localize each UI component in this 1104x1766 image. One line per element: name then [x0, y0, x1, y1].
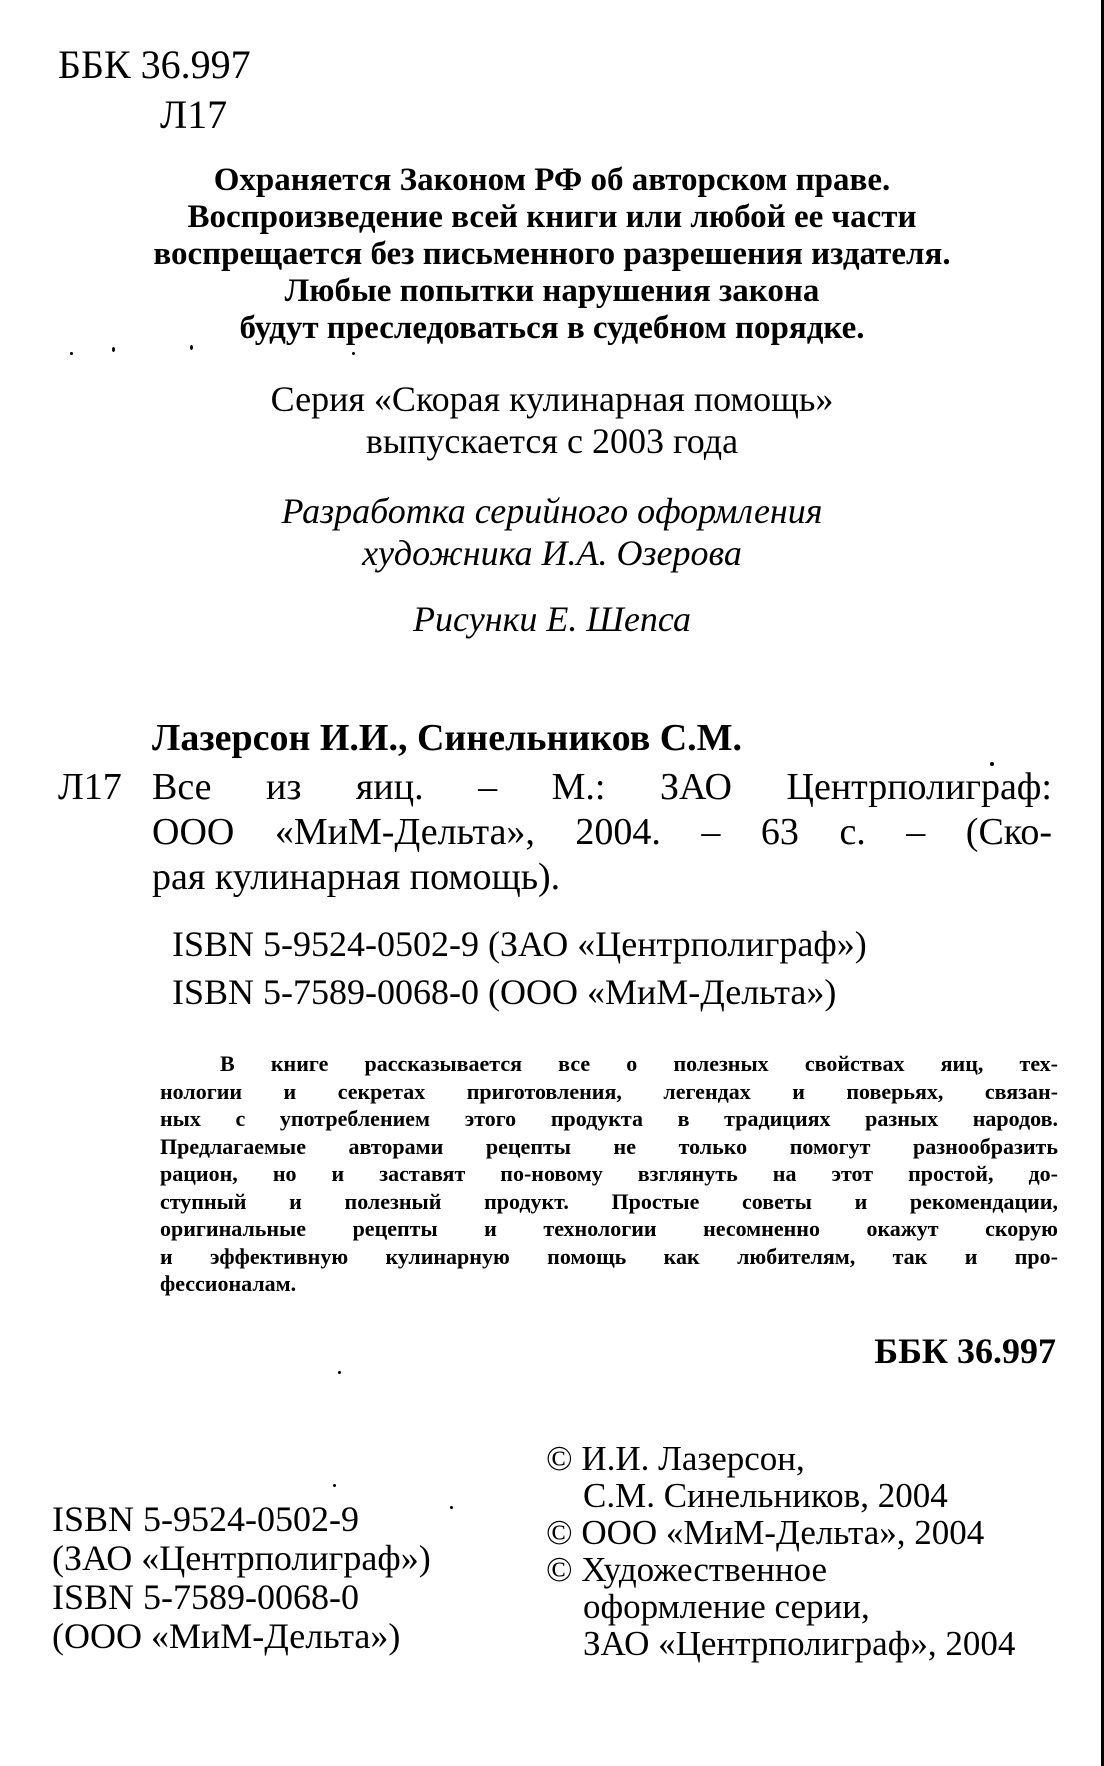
series-line: выпускается с 2003 года — [365, 421, 739, 461]
bibliographic-line: ООО «МиМ-Дельта», 2004. – 63 с. – (Ско- — [152, 811, 1052, 853]
series-info — [0, 378, 1104, 462]
annotation-line: и эффективную кулинарную помощь как любителям, так и про- — [160, 1243, 1058, 1269]
annotation-line: Предлагаемые авторами рецепты не только помогут разнообразить — [160, 1133, 1058, 1159]
copyright-holder-line: оформление серии, — [583, 1587, 870, 1626]
copyright-notice-line: Охраняется Законом РФ об авторском праве. — [213, 162, 891, 198]
copyright-notice — [0, 162, 1104, 347]
scan-speck — [190, 345, 193, 350]
isbn-bottom-line: (ЗАО «Центрполиграф») — [52, 1538, 431, 1578]
author-mark-mid: Л17 — [58, 766, 122, 808]
drawings-credit: Рисунки Е. Шепса — [413, 599, 691, 639]
copyright-notice-line: Любые попытки нарушения закона — [284, 273, 820, 309]
author-mark-top: Л17 — [160, 92, 228, 137]
design-credit-line: Разработка серийного оформления — [281, 491, 823, 531]
isbn-bottom-line: ISBN 5-7589-0068-0 — [52, 1577, 359, 1617]
bibliographic-record — [152, 765, 1052, 900]
scan-speck — [352, 352, 355, 355]
isbn-line: ISBN 5-9524-0502-9 (ЗАО «Центрполиграф») — [172, 924, 867, 964]
copyright-holder-line: © Художественное — [546, 1550, 828, 1589]
authors-heading: Лазерсон И.И., Синельников С.М. — [152, 717, 743, 759]
isbn-list — [172, 920, 867, 1016]
scan-speck — [333, 1484, 336, 1487]
annotation-line: рацион, но и заставят по-новому взглянуть на этот простой, до- — [160, 1161, 1058, 1186]
copyright-holder-line: © И.И. Лазерсон, — [546, 1439, 805, 1478]
copyright-holder-line: ЗАО «Центрполиграф», 2004 — [583, 1624, 1016, 1663]
annotation-line: оригинальные рецепты и технологии несомненно окажут скорую — [160, 1216, 1058, 1241]
isbn-bottom-line: (ООО «МиМ-Дельта») — [52, 1616, 401, 1656]
scan-speck — [112, 347, 115, 352]
bbk-code-bottom: ББК 36.997 — [874, 1331, 1056, 1371]
copyright-notice-line: воспрещается без письменного разрешения издателя. — [153, 236, 951, 272]
copyright-holder-line: © ООО «МиМ-Дельта», 2004 — [546, 1513, 985, 1552]
isbn-bottom-line: ISBN 5-9524-0502-9 — [52, 1499, 359, 1539]
copyright-notice-line: будут преследоваться в судебном порядке. — [239, 310, 865, 346]
isbn-bottom-block — [52, 1500, 431, 1656]
series-line: Серия «Скорая кулинарная помощь» — [270, 379, 834, 419]
copyright-holders — [546, 1440, 1015, 1662]
scan-speck — [338, 1371, 341, 1374]
annotation-line: ступный и полезный продукт. Простые советы и рекомендации, — [160, 1188, 1058, 1214]
design-credit-line: художника И.А. Озерова — [362, 533, 742, 573]
isbn-line: ISBN 5-7589-0068-0 (ООО «МиМ-Дельта») — [172, 972, 837, 1012]
scan-speck — [450, 1506, 453, 1509]
annotation-line: фессионалам. — [160, 1271, 297, 1296]
annotation-line: ных с употреблением этого продукта в традициях разных народов. — [160, 1106, 1058, 1131]
copyright-notice-line: Воспроизведение всей книги или любой ее части — [187, 199, 917, 235]
copyright-holder-line: С.М. Синельников, 2004 — [583, 1476, 948, 1515]
annotation-line: В книге рассказывается все о полезных свойствах яиц, тех- — [220, 1051, 1058, 1076]
bibliographic-line: рая кулинарная помощь). — [152, 856, 561, 898]
annotation — [160, 1050, 1058, 1298]
bbk-code-top: ББК 36.997 — [58, 42, 251, 87]
scan-speck — [990, 762, 994, 766]
annotation-line: нологии и секретах приготовления, легендах и поверьях, связан- — [160, 1078, 1058, 1104]
scan-speck — [70, 352, 73, 355]
bibliographic-line: Все из яиц. – М.: ЗАО Центрполиграф: — [152, 766, 1052, 808]
design-credit — [0, 490, 1104, 574]
